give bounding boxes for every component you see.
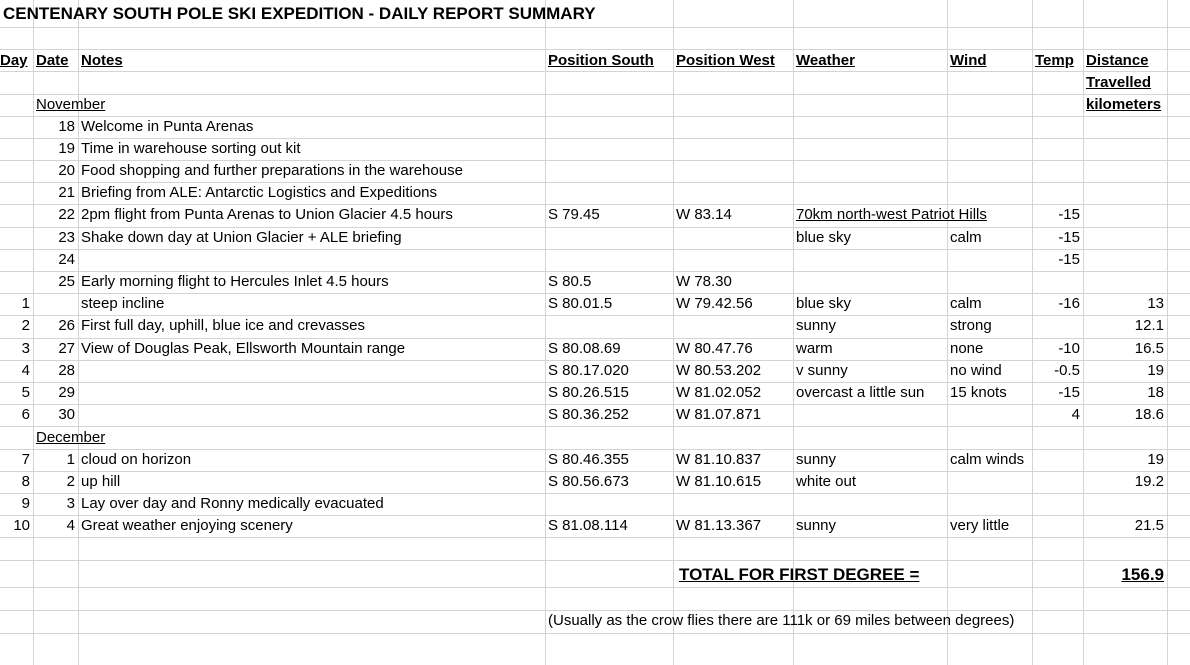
cell-weather: 70km north-west Patriot Hills — [796, 206, 987, 223]
header-wind: Wind — [950, 52, 987, 69]
cell-distance — [1083, 116, 1167, 138]
cell-west: W 80.47.76 — [676, 340, 753, 357]
cell-day: 4 — [21, 362, 30, 379]
cell-notes: up hill — [81, 473, 121, 490]
cell-date: 23 — [58, 229, 75, 246]
cell-south — [545, 182, 673, 204]
cell-distance — [1083, 138, 1167, 160]
cell-wind: calm — [950, 229, 982, 246]
cell-south — [545, 116, 673, 138]
month-label-november: November — [36, 96, 106, 113]
header-distance-travelled: Travelled — [1086, 74, 1152, 91]
cell-temp: -10 — [1058, 340, 1080, 357]
cell-notes: Welcome in Punta Arenas — [81, 118, 254, 135]
cell-notes: Shake down day at Union Glacier + ALE briefing — [81, 229, 402, 246]
cell-weather: blue sky — [796, 229, 852, 246]
cell-south — [545, 493, 673, 515]
cell-weather — [793, 493, 947, 515]
cell-date: 30 — [58, 406, 75, 423]
gridline — [0, 633, 1190, 634]
cell-wind: none — [950, 340, 984, 357]
cell-date: 1 — [66, 451, 75, 468]
cell-wind — [947, 138, 1032, 160]
cell-west — [673, 315, 793, 337]
cell-south — [545, 315, 673, 337]
cell-south — [545, 160, 673, 182]
cell-distance — [1083, 182, 1167, 204]
cell-day — [0, 249, 33, 271]
cell-date: 29 — [58, 384, 75, 401]
cell-day: 6 — [21, 406, 30, 423]
cell-weather: v sunny — [796, 362, 848, 379]
header-position-west: Position West — [676, 52, 775, 69]
cell-day: 5 — [21, 384, 30, 401]
cell-south: S 80.5 — [548, 273, 592, 290]
cell-wind — [947, 116, 1032, 138]
cell-day: 3 — [21, 340, 30, 357]
cell-notes: First full day, uphill, blue ice and crevasses — [81, 317, 366, 334]
total-label: TOTAL FOR FIRST DEGREE = — [679, 565, 920, 584]
cell-south — [545, 138, 673, 160]
cell-date: 25 — [58, 273, 75, 290]
cell-wind — [947, 182, 1032, 204]
cell-date: 2 — [66, 473, 75, 490]
cell-date: 19 — [58, 140, 75, 157]
cell-temp — [1032, 315, 1083, 337]
cell-west — [673, 116, 793, 138]
cell-notes: Briefing from ALE: Antarctic Logistics and Expeditions — [81, 184, 438, 201]
cell-notes: cloud on horizon — [81, 451, 192, 468]
cell-day — [0, 271, 33, 293]
cell-temp: -0.5 — [1054, 362, 1080, 379]
cell-temp — [1032, 271, 1083, 293]
gridline — [0, 537, 1190, 538]
header-date: Date — [36, 52, 69, 69]
cell-weather: blue sky — [796, 295, 852, 312]
cell-wind: strong — [950, 317, 992, 334]
cell-temp — [1032, 138, 1083, 160]
cell-west: W 81.07.871 — [676, 406, 762, 423]
cell-notes: Time in warehouse sorting out kit — [81, 140, 301, 157]
header-notes: Notes — [81, 52, 123, 69]
cell-west — [673, 249, 793, 271]
cell-wind — [947, 471, 1032, 493]
cell-wind — [947, 493, 1032, 515]
cell-day — [0, 160, 33, 182]
cell-distance — [1083, 271, 1167, 293]
cell-temp: -15 — [1058, 206, 1080, 223]
cell-notes: View of Douglas Peak, Ellsworth Mountain range — [81, 340, 406, 357]
cell-date: 22 — [58, 206, 75, 223]
cell-temp — [1032, 449, 1083, 471]
cell-notes: Early morning flight to Hercules Inlet 4.5 hours — [81, 273, 389, 290]
cell-weather: warm — [796, 340, 833, 357]
cell-temp — [1032, 471, 1083, 493]
total-value: 156.9 — [1121, 565, 1164, 584]
cell-wind — [947, 271, 1032, 293]
cell-temp — [1032, 182, 1083, 204]
cell-day: 8 — [21, 473, 30, 490]
cell-weather — [793, 182, 947, 204]
cell-temp: 4 — [1071, 406, 1080, 423]
cell-distance: 12.1 — [1134, 317, 1164, 334]
cell-weather: sunny — [796, 317, 837, 334]
cell-day — [0, 204, 33, 226]
cell-weather — [793, 404, 947, 426]
cell-day: 2 — [21, 317, 30, 334]
cell-distance — [1083, 249, 1167, 271]
cell-wind — [947, 204, 1032, 226]
cell-south: S 80.26.515 — [548, 384, 629, 401]
cell-south: S 79.45 — [548, 206, 600, 223]
cell-distance: 18.6 — [1134, 406, 1164, 423]
cell-west: W 80.53.202 — [676, 362, 762, 379]
cell-wind: calm — [950, 295, 982, 312]
gridline — [0, 587, 1190, 588]
cell-day — [0, 116, 33, 138]
cell-south: S 80.01.5 — [548, 295, 613, 312]
cell-south: S 81.08.114 — [548, 517, 628, 534]
cell-weather — [793, 138, 947, 160]
cell-south: S 80.36.252 — [548, 406, 629, 423]
cell-distance — [1083, 160, 1167, 182]
cell-distance — [1083, 204, 1167, 226]
cell-day: 10 — [13, 517, 30, 534]
cell-west — [673, 493, 793, 515]
cell-weather: white out — [796, 473, 857, 490]
cell-distance: 18 — [1147, 384, 1164, 401]
cell-temp: -15 — [1058, 384, 1080, 401]
cell-date: 26 — [58, 317, 75, 334]
cell-south: S 80.56.673 — [548, 473, 629, 490]
cell-distance: 19 — [1147, 362, 1164, 379]
cell-west: W 81.02.052 — [676, 384, 762, 401]
cell-wind: no wind — [950, 362, 1002, 379]
cell-date: 21 — [58, 184, 75, 201]
cell-temp — [1032, 493, 1083, 515]
cell-south: S 80.46.355 — [548, 451, 629, 468]
cell-weather — [793, 271, 947, 293]
cell-west — [673, 227, 793, 249]
cell-south — [545, 249, 673, 271]
cell-notes — [78, 249, 545, 271]
cell-date: 3 — [66, 495, 75, 512]
cell-notes: Great weather enjoying scenery — [81, 517, 293, 534]
cell-south — [545, 227, 673, 249]
cell-distance: 16.5 — [1134, 340, 1164, 357]
cell-wind: calm winds — [950, 451, 1025, 468]
cell-temp — [1032, 160, 1083, 182]
cell-date — [33, 293, 78, 315]
cell-temp: -15 — [1058, 229, 1080, 246]
cell-west — [673, 138, 793, 160]
cell-date: 24 — [58, 251, 75, 268]
cell-notes: Lay over day and Ronny medically evacuated — [81, 495, 384, 512]
header-position-south: Position South — [548, 52, 654, 69]
cell-date: 27 — [58, 340, 75, 357]
cell-distance — [1083, 227, 1167, 249]
cell-date: 20 — [58, 162, 75, 179]
cell-west: W 81.13.367 — [676, 517, 762, 534]
cell-west: W 81.10.837 — [676, 451, 762, 468]
cell-day: 9 — [21, 495, 30, 512]
cell-west: W 81.10.615 — [676, 473, 762, 490]
header-temp: Temp — [1035, 52, 1074, 69]
cell-south: S 80.08.69 — [548, 340, 621, 357]
cell-wind — [947, 249, 1032, 271]
month-label-december: December — [36, 429, 106, 446]
cell-distance: 13 — [1147, 295, 1164, 312]
cell-wind — [947, 160, 1032, 182]
header-distance-kilometers: kilometers — [1086, 96, 1162, 113]
cell-temp: -15 — [1058, 251, 1080, 268]
cell-date: 4 — [66, 517, 75, 534]
cell-notes: 2pm flight from Punta Arenas to Union Glacier 4.5 hours — [81, 206, 453, 223]
gridline — [0, 560, 1190, 561]
header-day: Day — [0, 52, 28, 69]
footnote: (Usually as the crow flies there are 111k or 69 miles between degrees) — [548, 612, 1015, 629]
cell-weather: sunny — [796, 451, 837, 468]
cell-weather — [793, 249, 947, 271]
cell-temp: -16 — [1058, 295, 1080, 312]
cell-weather — [793, 160, 947, 182]
cell-date: 28 — [58, 362, 75, 379]
cell-day: 1 — [21, 295, 30, 312]
cell-distance — [1083, 493, 1167, 515]
cell-west: W 79.42.56 — [676, 295, 753, 312]
header-weather: Weather — [796, 52, 855, 69]
cell-weather — [793, 116, 947, 138]
cell-date: 18 — [58, 118, 75, 135]
cell-notes — [78, 360, 545, 382]
cell-day — [0, 138, 33, 160]
cell-wind: 15 knots — [950, 384, 1007, 401]
cell-west — [673, 160, 793, 182]
cell-day — [0, 182, 33, 204]
cell-notes: Food shopping and further preparations in the warehouse — [81, 162, 463, 179]
cell-notes — [78, 404, 545, 426]
cell-west: W 78.30 — [676, 273, 732, 290]
cell-distance: 19 — [1147, 451, 1164, 468]
cell-distance: 19.2 — [1134, 473, 1164, 490]
cell-west: W 83.14 — [676, 206, 732, 223]
cell-wind: very little — [950, 517, 1010, 534]
cell-distance: 21.5 — [1134, 517, 1164, 534]
cell-notes: steep incline — [81, 295, 165, 312]
cell-temp — [1032, 116, 1083, 138]
cell-temp — [1032, 515, 1083, 537]
gridline — [0, 27, 1190, 28]
cell-weather: sunny — [796, 517, 837, 534]
cell-notes — [78, 382, 545, 404]
cell-south: S 80.17.020 — [548, 362, 629, 379]
cell-day: 7 — [21, 451, 30, 468]
cell-day — [0, 227, 33, 249]
cell-weather: overcast a little sun — [796, 384, 925, 401]
page-title: CENTENARY SOUTH POLE SKI EXPEDITION - DAILY REPORT SUMMARY — [3, 4, 596, 23]
cell-wind — [947, 404, 1032, 426]
cell-west — [673, 182, 793, 204]
header-distance: Distance — [1086, 52, 1149, 69]
